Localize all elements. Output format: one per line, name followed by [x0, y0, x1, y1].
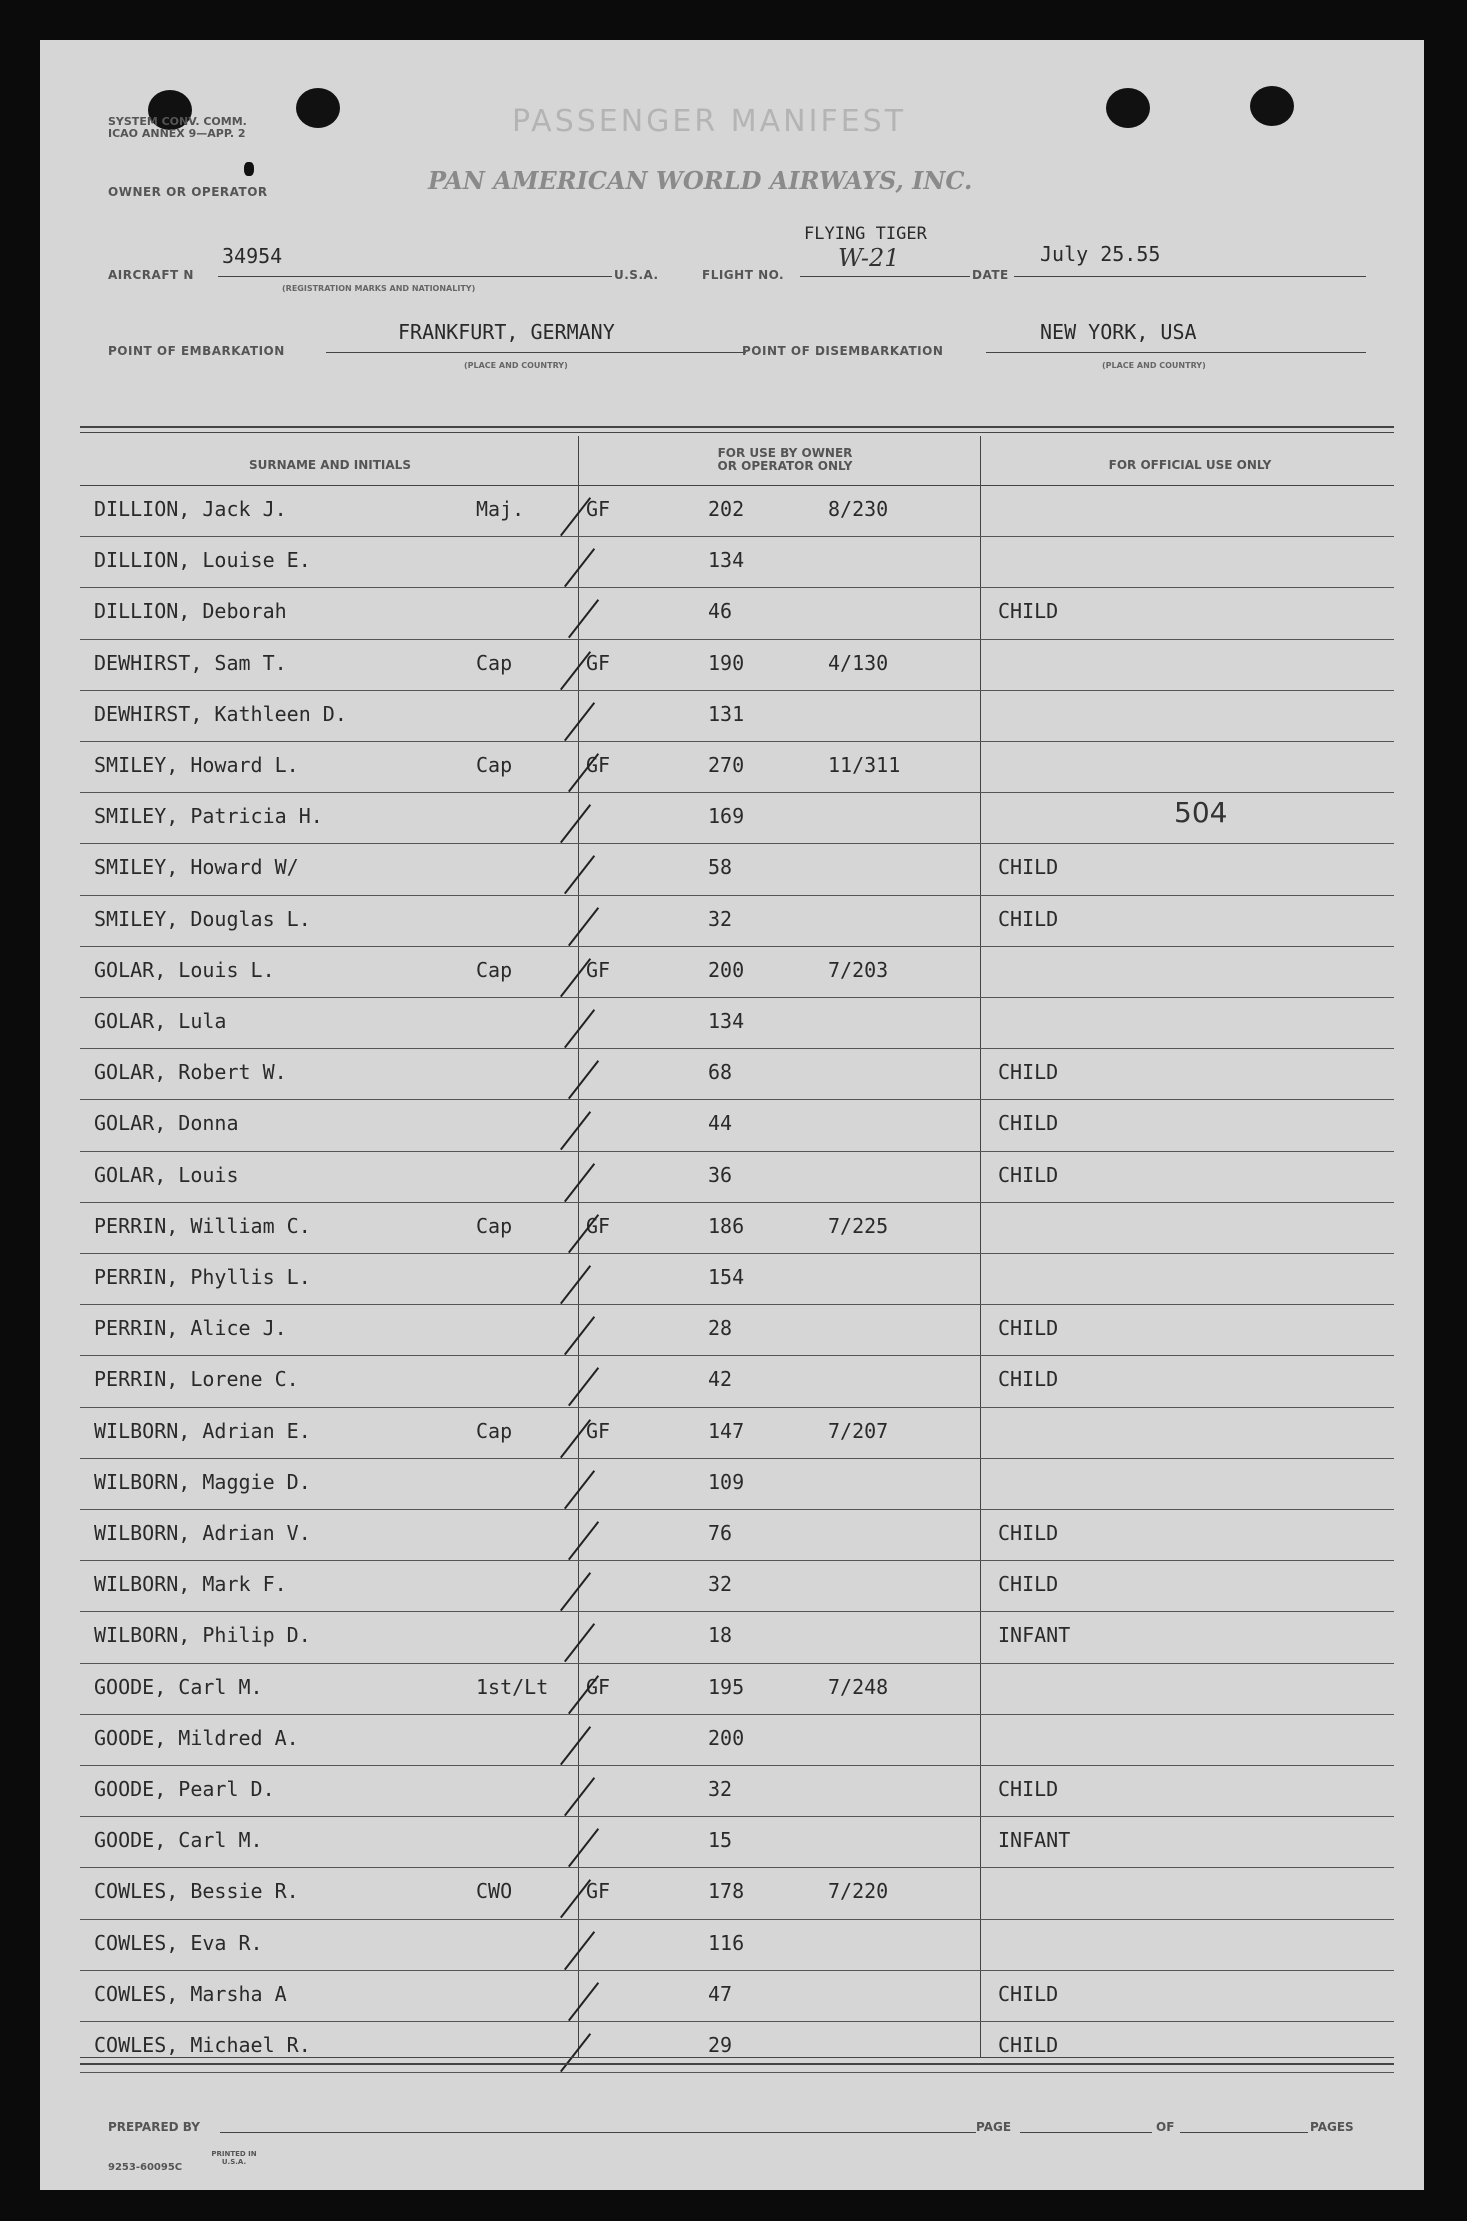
passenger-name: GOLAR, Louis L. — [94, 957, 275, 982]
passenger-official-note: CHILD — [998, 599, 1059, 624]
passenger-weight: 178 — [708, 1879, 745, 1904]
passenger-weight: 58 — [708, 855, 733, 880]
passenger-weight: 186 — [708, 1213, 745, 1238]
embarkation-caption: (PLACE AND COUNTRY) — [464, 361, 568, 370]
passenger-weight: 68 — [708, 1060, 733, 1085]
aircraft-label: AIRCRAFT N — [108, 268, 194, 282]
operator-note: FLYING TIGER — [804, 224, 927, 244]
passenger-code: GF — [586, 1674, 611, 1699]
table-row-rule — [80, 1560, 1394, 1561]
flight-number-underline — [800, 276, 970, 277]
table-row-rule — [80, 1304, 1394, 1305]
passenger-weight: 200 — [708, 1725, 745, 1750]
aircraft-number: 34954 — [222, 244, 283, 268]
flight-number: W-21 — [838, 244, 900, 272]
handwritten-total: 504 — [1174, 796, 1228, 829]
passenger-name: DEWHIRST, Kathleen D. — [94, 701, 347, 726]
table-row-rule — [80, 997, 1394, 998]
table-row-rule — [80, 536, 1394, 537]
of-underline — [1180, 2132, 1308, 2133]
table-header-rule — [80, 485, 1394, 486]
passenger-official-note: CHILD — [998, 906, 1059, 931]
passenger-weight: 200 — [708, 957, 745, 982]
table-bottom-rule-1 — [80, 2057, 1394, 2058]
passenger-weight: 134 — [708, 1009, 745, 1033]
passenger-name: SMILEY, Patricia H. — [94, 804, 323, 829]
date-underline — [1014, 276, 1366, 277]
passenger-name: PERRIN, Phyllis L. — [94, 1265, 311, 1289]
passenger-weight: 18 — [708, 1623, 733, 1648]
passenger-weight: 116 — [708, 1930, 745, 1955]
table-row-rule — [80, 946, 1394, 947]
passenger-rank: Cap — [476, 957, 513, 982]
passenger-code: GF — [586, 497, 611, 521]
manifest-title: PASSENGER MANIFEST — [512, 104, 907, 139]
table-top-rule-1 — [80, 426, 1394, 428]
disembarkation-label: POINT OF DISEMBARKATION — [742, 344, 944, 358]
passenger-code: GF — [586, 957, 611, 982]
table-row-rule — [80, 895, 1394, 896]
passenger-name: WILBORN, Maggie D. — [94, 1469, 311, 1494]
passenger-name: GOODE, Pearl D. — [94, 1777, 275, 1801]
passenger-name: GOLAR, Louis — [94, 1162, 239, 1187]
passenger-weight: 109 — [708, 1469, 745, 1494]
passenger-weight: 195 — [708, 1674, 745, 1699]
passenger-name: WILBORN, Mark F. — [94, 1572, 287, 1597]
punch-hole-left-2 — [296, 88, 340, 128]
passenger-name: PERRIN, Alice J. — [94, 1316, 287, 1341]
passenger-name: COWLES, Marsha A — [94, 1981, 287, 2006]
passenger-rank: Maj. — [476, 497, 525, 521]
table-row-rule — [80, 843, 1394, 844]
prepared-by-label: PREPARED BY — [108, 2120, 200, 2134]
passenger-official-note: INFANT — [998, 1828, 1071, 1853]
passenger-reference: 7/225 — [828, 1213, 889, 1238]
table-row-rule — [80, 1099, 1394, 1100]
passenger-rank: 1st/Lt — [476, 1674, 549, 1699]
passenger-official-note: CHILD — [998, 1572, 1059, 1597]
passenger-code: GF — [586, 650, 611, 675]
flight-number-label: FLIGHT NO. — [702, 268, 785, 282]
passenger-name: PERRIN, William C. — [94, 1213, 311, 1238]
table-row-rule — [80, 639, 1394, 640]
punch-hole-right-2 — [1250, 86, 1294, 126]
passenger-name: GOLAR, Lula — [94, 1009, 227, 1033]
of-label: OF — [1156, 2120, 1175, 2134]
passenger-code: GF — [586, 1418, 611, 1443]
passenger-name: PERRIN, Lorene C. — [94, 1367, 299, 1392]
passenger-weight: 76 — [708, 1521, 733, 1545]
carrier-name: PAN AMERICAN WORLD AIRWAYS, INC. — [428, 166, 973, 195]
column-divider-name — [578, 436, 579, 2058]
table-row-rule — [80, 741, 1394, 742]
passenger-reference: 7/248 — [828, 1674, 889, 1699]
page-underline — [1020, 2132, 1152, 2133]
passenger-weight: 190 — [708, 650, 745, 675]
table-row-rule — [80, 1970, 1394, 1971]
table-top-rule-2 — [80, 432, 1394, 433]
passenger-name: GOLAR, Donna — [94, 1111, 239, 1136]
table-row-rule — [80, 1867, 1394, 1868]
passenger-weight: 169 — [708, 804, 745, 829]
printed-stamp: PRINTED IN U.S.A. — [211, 2150, 257, 2166]
punch-mark — [244, 162, 254, 176]
passenger-rank: Cap — [476, 1418, 513, 1443]
passenger-official-note: CHILD — [998, 1777, 1059, 1801]
passenger-rank: Cap — [476, 650, 513, 675]
passenger-reference: 7/207 — [828, 1418, 889, 1443]
passenger-reference: 7/220 — [828, 1879, 889, 1904]
passenger-weight: 154 — [708, 1265, 745, 1289]
disembarkation-underline — [986, 352, 1366, 353]
passenger-weight: 32 — [708, 1572, 733, 1597]
table-row-rule — [80, 1663, 1394, 1664]
passenger-name: WILBORN, Philip D. — [94, 1623, 311, 1648]
passenger-name: DEWHIRST, Sam T. — [94, 650, 287, 675]
table-bottom-rule-2 — [80, 2063, 1394, 2065]
nationality-label: U.S.A. — [614, 268, 659, 282]
passenger-weight: 36 — [708, 1162, 733, 1187]
passenger-reference: 11/311 — [828, 753, 901, 777]
passenger-name: GOODE, Carl M. — [94, 1828, 263, 1853]
passenger-weight: 15 — [708, 1828, 733, 1853]
passenger-reference: 8/230 — [828, 497, 889, 521]
embarkation-underline — [326, 352, 746, 353]
passenger-weight: 202 — [708, 497, 745, 521]
passenger-name: DILLION, Louise E. — [94, 548, 311, 573]
table-row-rule — [80, 1253, 1394, 1254]
page-label: PAGE — [976, 2120, 1012, 2134]
passenger-official-note: CHILD — [998, 855, 1059, 880]
passenger-name: COWLES, Eva R. — [94, 1930, 263, 1955]
table-row-rule — [80, 1509, 1394, 1510]
table-row-rule — [80, 792, 1394, 793]
system-reference-line-2: ICAO ANNEX 9—APP. 2 — [108, 127, 246, 140]
embarkation-label: POINT OF EMBARKATION — [108, 344, 285, 358]
passenger-name: COWLES, Michael R. — [94, 2033, 311, 2057]
prepared-by-underline — [220, 2132, 976, 2133]
passenger-name: WILBORN, Adrian V. — [94, 1521, 311, 1545]
passenger-official-note: CHILD — [998, 1111, 1059, 1136]
passenger-weight: 29 — [708, 2033, 733, 2057]
passenger-weight: 47 — [708, 1981, 733, 2006]
passenger-name: GOLAR, Robert W. — [94, 1060, 287, 1085]
passenger-name: GOODE, Carl M. — [94, 1674, 263, 1699]
table-row-rule — [80, 1816, 1394, 1817]
passenger-name: SMILEY, Douglas L. — [94, 906, 311, 931]
passenger-reference: 7/203 — [828, 957, 889, 982]
table-row-rule — [80, 1458, 1394, 1459]
passenger-weight: 32 — [708, 1777, 733, 1801]
passenger-official-note: CHILD — [998, 2033, 1059, 2057]
passenger-official-note: CHILD — [998, 1162, 1059, 1187]
table-row-rule — [80, 1919, 1394, 1920]
disembarkation-caption: (PLACE AND COUNTRY) — [1102, 361, 1206, 370]
passenger-weight: 46 — [708, 599, 733, 624]
table-row-rule — [80, 1151, 1394, 1152]
passenger-weight: 44 — [708, 1111, 733, 1136]
table-row-rule — [80, 1355, 1394, 1356]
passenger-name: SMILEY, Howard W/ — [94, 855, 299, 880]
passenger-code: GF — [586, 753, 611, 777]
column-header-name: SURNAME AND INITIALS — [249, 458, 411, 472]
passenger-official-note: CHILD — [998, 1981, 1059, 2006]
owner-operator-label: OWNER OR OPERATOR — [108, 185, 268, 199]
punch-hole-right-1 — [1106, 88, 1150, 128]
passenger-name: SMILEY, Howard L. — [94, 753, 299, 777]
form-number: 9253-60095C — [108, 2162, 183, 2173]
passenger-code: GF — [586, 1879, 611, 1904]
embarkation-point: FRANKFURT, GERMANY — [398, 320, 615, 344]
table-row-rule — [80, 690, 1394, 691]
aircraft-underline — [218, 276, 612, 277]
passenger-official-note: CHILD — [998, 1521, 1059, 1545]
system-reference-line-1: SYSTEM CONV. COMM. — [108, 115, 247, 128]
passenger-weight: 131 — [708, 701, 745, 726]
table-row-rule — [80, 1714, 1394, 1715]
passenger-weight: 134 — [708, 548, 745, 573]
passenger-official-note: CHILD — [998, 1060, 1059, 1085]
table-row-rule — [80, 1611, 1394, 1612]
date-label: DATE — [972, 268, 1009, 282]
passenger-rank: Cap — [476, 1213, 513, 1238]
passenger-reference: 4/130 — [828, 650, 889, 675]
passenger-weight: 32 — [708, 906, 733, 931]
passenger-official-note: CHILD — [998, 1316, 1059, 1341]
column-header-official-use: FOR OFFICIAL USE ONLY — [1108, 458, 1272, 472]
pages-label: PAGES — [1310, 2120, 1354, 2134]
table-row-rule — [80, 2072, 1394, 2073]
passenger-name: COWLES, Bessie R. — [94, 1879, 299, 1904]
passenger-weight: 28 — [708, 1316, 733, 1341]
passenger-official-note: CHILD — [998, 1367, 1059, 1392]
passenger-name: GOODE, Mildred A. — [94, 1725, 299, 1750]
column-header-owner-use-2: OR OPERATOR ONLY — [717, 459, 853, 473]
column-header-owner-use-1: FOR USE BY OWNER — [717, 446, 853, 460]
passenger-name: WILBORN, Adrian E. — [94, 1418, 311, 1443]
passenger-weight: 147 — [708, 1418, 745, 1443]
table-row-rule — [80, 1202, 1394, 1203]
table-row-rule — [80, 587, 1394, 588]
passenger-weight: 270 — [708, 753, 745, 777]
passenger-rank: CWO — [476, 1879, 513, 1904]
passenger-rank: Cap — [476, 753, 513, 777]
passenger-code: GF — [586, 1213, 611, 1238]
passenger-official-note: INFANT — [998, 1623, 1071, 1648]
passenger-weight: 42 — [708, 1367, 733, 1392]
table-row-rule — [80, 1765, 1394, 1766]
table-row-rule — [80, 1048, 1394, 1049]
column-divider-official — [980, 436, 981, 2058]
passenger-name: DILLION, Deborah — [94, 599, 287, 624]
passenger-name: DILLION, Jack J. — [94, 497, 287, 521]
table-row-rule — [80, 2021, 1394, 2022]
flight-date: July 25.55 — [1040, 242, 1161, 266]
registration-caption: (REGISTRATION MARKS AND NATIONALITY) — [282, 284, 476, 293]
table-row-rule — [80, 1407, 1394, 1408]
disembarkation-point: NEW YORK, USA — [1040, 320, 1197, 344]
